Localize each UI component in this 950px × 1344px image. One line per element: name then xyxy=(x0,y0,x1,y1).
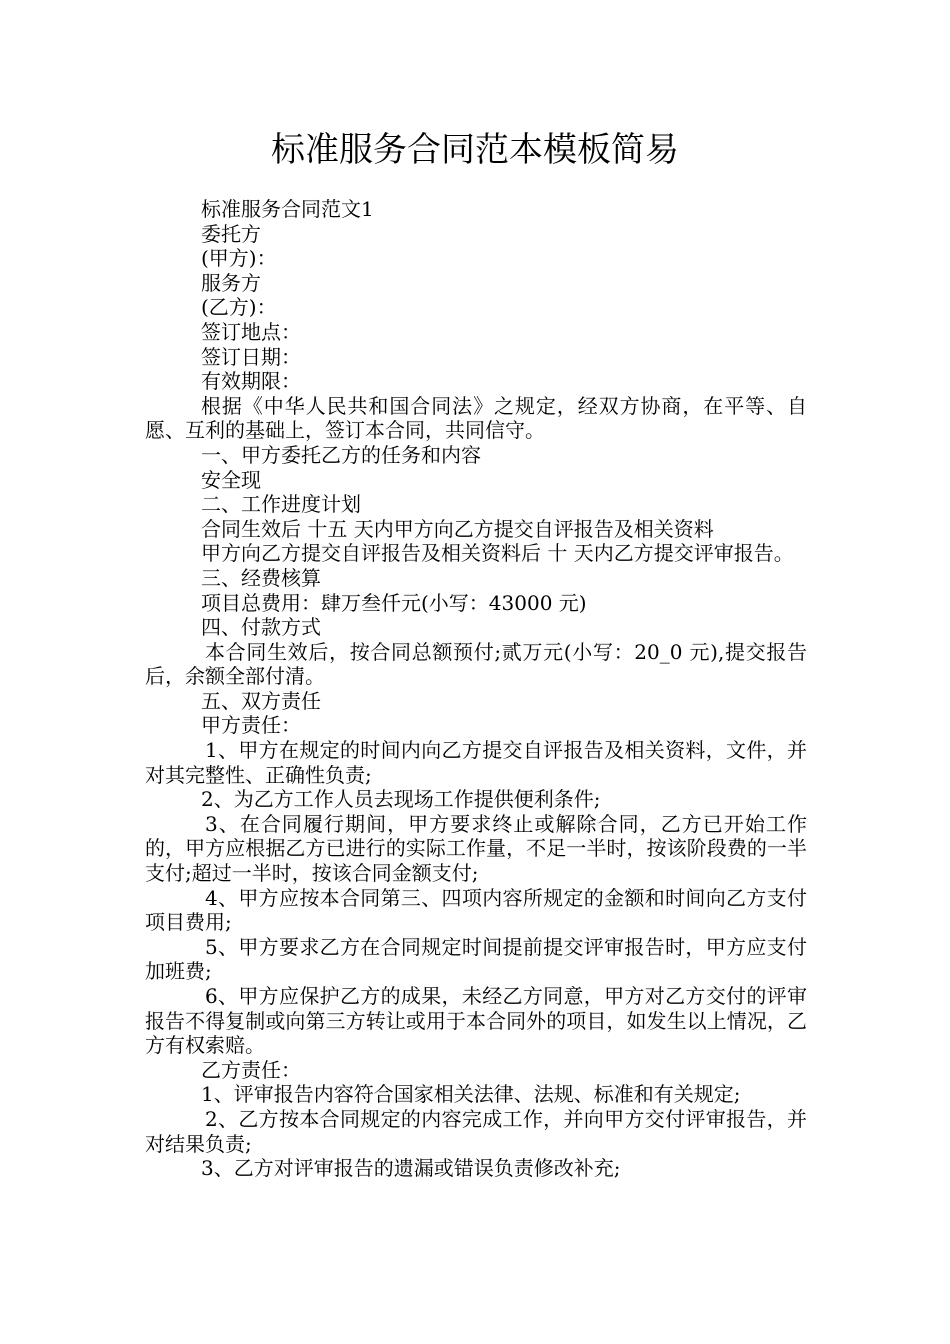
section-1-heading: 一、甲方委托乙方的任务和内容 xyxy=(201,442,481,467)
paragraph-preamble: 根据《中华人民共和国合同法》之规定，经双方协商，在平等、自愿、互利的基础上，签订本合同，共同信守。 xyxy=(145,393,807,443)
paragraph-sign-date: 签订日期： xyxy=(201,344,301,369)
party-a-duty-4: 4、甲方应按本合同第三、四项内容所规定的金额和时间向乙方支付项目费用; xyxy=(145,885,807,935)
section-5-heading: 五、双方责任 xyxy=(201,688,321,713)
section-4-heading: 四、付款方式 xyxy=(201,615,321,640)
party-a-duty-5: 5、甲方要求乙方在合同规定时间提前提交评审报告时，甲方应支付加班费; xyxy=(145,934,807,984)
page-title: 标准服务合同范本模板简易 xyxy=(271,130,679,170)
paragraph-schedule-1: 合同生效后 十五 天内甲方向乙方提交自评报告及相关资料 xyxy=(201,516,714,541)
paragraph-heading-1: 标准服务合同范文1 xyxy=(201,197,374,221)
party-a-duty-6: 6、甲方应保护乙方的成果，未经乙方同意，甲方对乙方交付的评审报告不得复制或向第三方转让或用于本合同外的项目，如发生以上情况，乙方有权索赔。 xyxy=(145,984,807,1058)
party-b-duty-3: 3、乙方对评审报告的遗漏或错误负责修改补充; xyxy=(201,1156,621,1181)
party-b-duty-2: 2、乙方按本合同规定的内容完成工作，并向甲方交付评审报告，并对结果负责; xyxy=(145,1106,807,1156)
document-body xyxy=(145,197,807,1181)
paragraph-total-cost: 项目总费用：肆万叁仟元(小写：43000 元) xyxy=(201,590,587,615)
party-a-duty-3: 3、在合同履行期间，甲方要求终止或解除合同，乙方已开始工作的，甲方应根据乙方已进行的实际工作量，不足一半时，按该阶段费的一半支付;超过一半时，按该合同金额支付; xyxy=(145,811,807,886)
party-b-duty-1: 1、评审报告内容符合国家相关法律、法规、标准和有关规定; xyxy=(201,1082,741,1107)
party-b-duties-heading: 乙方责任： xyxy=(201,1057,301,1082)
paragraph-provider: 服务方 xyxy=(201,270,261,295)
paragraph-schedule-2: 甲方向乙方提交自评报告及相关资料后 十 天内乙方提交评审报告。 xyxy=(201,541,794,566)
paragraph-party-b: (乙方)： xyxy=(201,295,277,320)
party-a-duty-1: 1、甲方在规定的时间内向乙方提交自评报告及相关资料，文件，并对其完整性、正确性负责; xyxy=(145,738,807,787)
party-a-duties-heading: 甲方责任： xyxy=(201,713,301,738)
paragraph-task: 安全现 xyxy=(201,467,261,492)
section-3-heading: 三、经费核算 xyxy=(201,565,321,590)
paragraph-client: 委托方 xyxy=(201,221,261,246)
party-a-duty-2: 2、为乙方工作人员去现场工作提供便利条件; xyxy=(201,787,601,812)
paragraph-valid-period: 有效期限： xyxy=(201,369,301,394)
section-2-heading: 二、工作进度计划 xyxy=(201,492,361,517)
paragraph-payment: 本合同生效后，按合同总额预付;贰万元(小写：20_0 元),提交报告后，余额全部付清。 xyxy=(145,639,807,689)
paragraph-party-a: (甲方)： xyxy=(201,246,277,271)
paragraph-sign-place: 签订地点： xyxy=(201,319,301,344)
